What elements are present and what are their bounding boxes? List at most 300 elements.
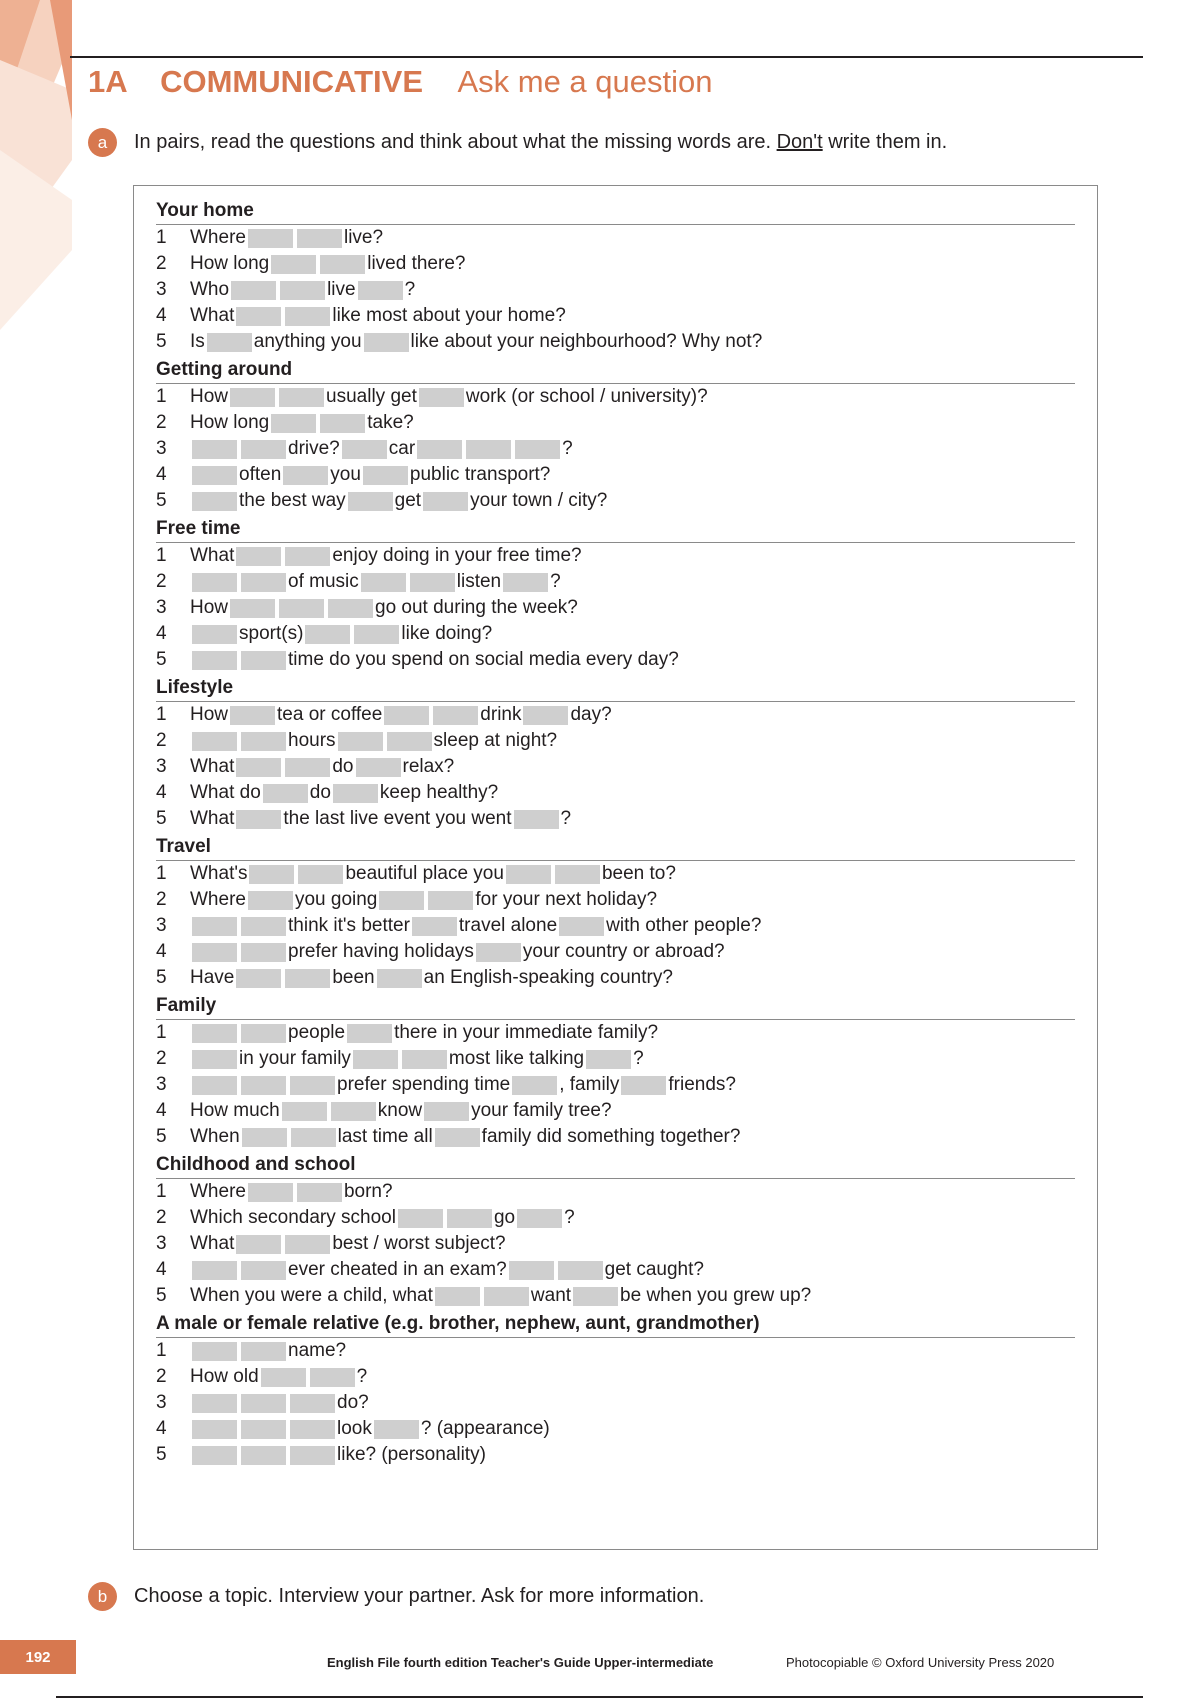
question-text: often xyxy=(239,464,282,485)
missing-word-blank xyxy=(298,865,343,884)
topic-title: Free time xyxy=(156,516,1075,543)
missing-word-blank xyxy=(285,758,330,777)
question-text: do? xyxy=(337,1392,369,1413)
question-number: 2 xyxy=(156,1366,167,1387)
question-text: be when you grew up? xyxy=(620,1285,812,1306)
question-text: usually get xyxy=(326,386,417,407)
missing-word-blank xyxy=(279,388,324,407)
question-row xyxy=(156,595,1075,621)
question-text: people xyxy=(288,1022,346,1043)
question-number: 2 xyxy=(156,889,167,910)
missing-word-blank xyxy=(447,1209,492,1228)
question-number: 2 xyxy=(156,412,167,433)
question-row xyxy=(156,887,1075,913)
missing-word-blank xyxy=(241,1076,286,1095)
question-number: 1 xyxy=(156,386,167,407)
question-number: 3 xyxy=(156,1233,167,1254)
missing-word-blank xyxy=(435,1287,480,1306)
missing-word-blank xyxy=(290,1446,335,1465)
question-number: 4 xyxy=(156,1100,167,1121)
question-text: work (or school / university)? xyxy=(465,386,708,407)
question-text: ? xyxy=(356,1366,368,1387)
topic-section xyxy=(156,834,1075,991)
missing-word-blank xyxy=(192,440,237,459)
topic-title: Your home xyxy=(156,198,1075,225)
missing-word-blank xyxy=(466,440,511,459)
question-number: 5 xyxy=(156,808,167,829)
question-text: ? xyxy=(633,1048,644,1069)
missing-word-blank xyxy=(364,333,409,352)
question-text: you xyxy=(330,464,361,485)
question-text: ? xyxy=(564,1207,575,1228)
question-number: 3 xyxy=(156,915,167,936)
question-text: How old xyxy=(190,1366,259,1387)
question-text: travel alone xyxy=(458,915,558,936)
question-text: do xyxy=(332,756,354,777)
missing-word-blank xyxy=(241,573,286,592)
missing-word-blank xyxy=(320,255,365,274)
section-title: COMMUNICATIVE xyxy=(160,64,424,99)
question-row xyxy=(156,806,1075,832)
missing-word-blank xyxy=(192,1261,237,1280)
missing-word-blank xyxy=(192,1342,237,1361)
topic-title: Getting around xyxy=(156,357,1075,384)
question-number: 4 xyxy=(156,305,167,326)
question-text: do xyxy=(309,782,331,803)
missing-word-blank xyxy=(310,1368,355,1387)
missing-word-blank xyxy=(523,706,568,725)
missing-word-blank xyxy=(192,1446,237,1465)
question-row xyxy=(156,1283,1075,1309)
missing-word-blank xyxy=(192,1420,237,1439)
question-text: with other people? xyxy=(606,915,762,936)
missing-word-blank xyxy=(328,599,373,618)
question-text: What xyxy=(190,545,235,566)
question-number: 2 xyxy=(156,730,167,751)
question-number: 4 xyxy=(156,464,167,485)
missing-word-blank xyxy=(241,651,286,670)
question-row xyxy=(156,1046,1075,1072)
question-row xyxy=(156,410,1075,436)
missing-word-blank xyxy=(241,943,286,962)
question-text: Is xyxy=(190,331,205,352)
question-text: relax? xyxy=(402,756,455,777)
question-text: name? xyxy=(288,1340,347,1361)
question-text: in your family xyxy=(239,1048,351,1069)
question-row xyxy=(156,754,1075,780)
topic-title: Childhood and school xyxy=(156,1152,1075,1179)
topic-section xyxy=(156,675,1075,832)
missing-word-blank xyxy=(384,706,429,725)
question-text: friends? xyxy=(668,1074,737,1095)
question-text: How xyxy=(190,386,229,407)
missing-word-blank xyxy=(356,758,401,777)
question-text: car xyxy=(388,438,416,459)
topic-section xyxy=(156,357,1075,514)
question-text: Have xyxy=(190,967,235,988)
question-text: ? xyxy=(560,808,572,829)
question-row xyxy=(156,780,1075,806)
bottom-rule xyxy=(56,1696,1143,1698)
question-text: an English-speaking country? xyxy=(423,967,673,988)
question-row xyxy=(156,569,1075,595)
missing-word-blank xyxy=(476,943,521,962)
question-text: prefer spending time xyxy=(337,1074,511,1095)
missing-word-blank xyxy=(192,492,237,511)
question-row xyxy=(156,1390,1075,1416)
question-row xyxy=(156,488,1075,514)
missing-word-blank xyxy=(354,625,399,644)
missing-word-blank xyxy=(230,388,275,407)
question-text: think it's better xyxy=(288,915,410,936)
question-row xyxy=(156,1072,1075,1098)
missing-word-blank xyxy=(559,917,604,936)
missing-word-blank xyxy=(424,1102,469,1121)
missing-word-blank xyxy=(338,732,383,751)
missing-word-blank xyxy=(423,492,468,511)
question-text: beautiful place you xyxy=(345,863,504,884)
missing-word-blank xyxy=(410,573,455,592)
question-text: there in your immediate family? xyxy=(394,1022,659,1043)
missing-word-blank xyxy=(285,307,330,326)
question-row xyxy=(156,225,1075,251)
question-text: ? xyxy=(550,571,561,592)
question-text: drive? xyxy=(288,438,340,459)
missing-word-blank xyxy=(517,1209,562,1228)
missing-word-blank xyxy=(433,706,478,725)
question-row xyxy=(156,1179,1075,1205)
instruction-a xyxy=(88,128,947,157)
missing-word-blank xyxy=(290,1420,335,1439)
question-text: like about your neighbourhood? Why not? xyxy=(410,331,763,352)
question-row xyxy=(156,1338,1075,1364)
question-row xyxy=(156,1098,1075,1124)
missing-word-blank xyxy=(320,414,365,433)
question-text: Where xyxy=(190,1181,246,1202)
missing-word-blank xyxy=(377,969,422,988)
question-text: your town / city? xyxy=(470,490,608,511)
step-b-badge: b xyxy=(88,1582,117,1611)
missing-word-blank xyxy=(271,255,316,274)
question-text: How long xyxy=(190,412,270,433)
footer-copyright: Photocopiable © Oxford University Press 2020 xyxy=(786,1655,1055,1670)
missing-word-blank xyxy=(241,1394,286,1413)
missing-word-blank xyxy=(192,943,237,962)
question-text: been to? xyxy=(601,863,676,884)
question-number: 5 xyxy=(156,331,167,352)
question-text: live xyxy=(327,279,356,300)
question-number: 4 xyxy=(156,782,167,803)
missing-word-blank xyxy=(192,573,237,592)
question-text: been xyxy=(332,967,375,988)
missing-word-blank xyxy=(192,1076,237,1095)
missing-word-blank xyxy=(241,1024,286,1043)
missing-word-blank xyxy=(241,1261,286,1280)
question-number: 3 xyxy=(156,1392,167,1413)
topic-title: Travel xyxy=(156,834,1075,861)
question-number: 5 xyxy=(156,1285,167,1306)
question-text: your country or abroad? xyxy=(522,941,725,962)
question-number: 2 xyxy=(156,1207,167,1228)
missing-word-blank xyxy=(290,1394,335,1413)
missing-word-blank xyxy=(412,917,457,936)
question-text: What's xyxy=(190,863,248,884)
question-text: like most about your home? xyxy=(332,305,566,326)
question-text: How much xyxy=(190,1100,280,1121)
question-number: 4 xyxy=(156,941,167,962)
question-text: hours xyxy=(288,730,336,751)
question-text: How long xyxy=(190,253,270,274)
question-text: for your next holiday? xyxy=(475,889,658,910)
question-row xyxy=(156,462,1075,488)
question-text: ? xyxy=(562,438,573,459)
topic-title: Lifestyle xyxy=(156,675,1075,702)
missing-word-blank xyxy=(348,492,393,511)
question-text: ? (appearance) xyxy=(420,1418,550,1439)
instruction-b-text: Choose a topic. Interview your partner. Ask for more information. xyxy=(134,1585,705,1607)
question-number: 1 xyxy=(156,545,167,566)
question-text: like? (personality) xyxy=(337,1444,486,1465)
question-number: 4 xyxy=(156,1418,167,1439)
question-text: ever cheated in an exam? xyxy=(288,1259,507,1280)
instruction-a-text: In pairs, read the questions and think about what the missing words are. Don't write them in. xyxy=(134,131,948,153)
question-text: last time all xyxy=(337,1126,433,1147)
missing-word-blank xyxy=(290,1076,335,1095)
missing-word-blank xyxy=(241,917,286,936)
missing-word-blank xyxy=(435,1128,480,1147)
question-text: prefer having holidays xyxy=(288,941,474,962)
missing-word-blank xyxy=(283,466,328,485)
question-text: Who xyxy=(190,279,230,300)
question-number: 4 xyxy=(156,623,167,644)
question-text: want xyxy=(530,1285,572,1306)
missing-word-blank xyxy=(241,1420,286,1439)
missing-word-blank xyxy=(621,1076,666,1095)
missing-word-blank xyxy=(192,651,237,670)
missing-word-blank xyxy=(506,865,551,884)
missing-word-blank xyxy=(241,440,286,459)
question-row xyxy=(156,277,1075,303)
question-row xyxy=(156,965,1075,991)
question-row xyxy=(156,1124,1075,1150)
question-text: the last live event you went xyxy=(283,808,512,829)
missing-word-blank xyxy=(297,229,342,248)
question-text: What xyxy=(190,305,235,326)
question-number: 1 xyxy=(156,1340,167,1361)
question-number: 2 xyxy=(156,253,167,274)
question-number: 5 xyxy=(156,967,167,988)
question-row xyxy=(156,647,1075,673)
missing-word-blank xyxy=(509,1261,554,1280)
question-row xyxy=(156,384,1075,410)
topic-title: Family xyxy=(156,993,1075,1020)
missing-word-blank xyxy=(236,307,281,326)
missing-word-blank xyxy=(192,1050,237,1069)
question-text: When you were a child, what xyxy=(190,1285,433,1306)
missing-word-blank xyxy=(230,599,275,618)
missing-word-blank xyxy=(192,466,237,485)
question-text: look xyxy=(337,1418,372,1439)
question-text: go out during the week? xyxy=(375,597,578,618)
question-text: enjoy doing in your free time? xyxy=(332,545,582,566)
missing-word-blank xyxy=(241,732,286,751)
missing-word-blank xyxy=(484,1287,529,1306)
missing-word-blank xyxy=(192,732,237,751)
question-text: of music xyxy=(288,571,359,592)
question-number: 2 xyxy=(156,1048,167,1069)
missing-word-blank xyxy=(503,573,548,592)
missing-word-blank xyxy=(514,810,559,829)
question-text: Where xyxy=(190,889,246,910)
question-row xyxy=(156,621,1075,647)
missing-word-blank xyxy=(285,1235,330,1254)
question-text: the best way xyxy=(239,490,346,511)
missing-word-blank xyxy=(230,706,275,725)
missing-word-blank xyxy=(242,1128,287,1147)
footer-book-title: English File fourth edition Teacher's Guide Upper-intermediate xyxy=(327,1655,714,1670)
question-text: you going xyxy=(294,889,378,910)
question-row xyxy=(156,1205,1075,1231)
missing-word-blank xyxy=(512,1076,557,1095)
question-text: go xyxy=(493,1207,516,1228)
question-row xyxy=(156,1257,1075,1283)
missing-word-blank xyxy=(241,1446,286,1465)
missing-word-blank xyxy=(192,1394,237,1413)
question-text: know xyxy=(377,1100,423,1121)
missing-word-blank xyxy=(261,1368,306,1387)
missing-word-blank xyxy=(207,333,252,352)
question-number: 5 xyxy=(156,1444,167,1465)
question-number: 3 xyxy=(156,438,167,459)
question-text: born? xyxy=(343,1181,393,1202)
topic-section xyxy=(156,1311,1075,1468)
question-row xyxy=(156,728,1075,754)
missing-word-blank xyxy=(263,784,308,803)
question-text: Which secondary school xyxy=(190,1207,396,1228)
missing-word-blank xyxy=(428,891,473,910)
question-number: 3 xyxy=(156,279,167,300)
topic-section xyxy=(156,516,1075,673)
question-text: drink xyxy=(480,704,522,725)
decorative-rays xyxy=(0,0,72,340)
page-header xyxy=(88,64,713,100)
question-text: How xyxy=(190,704,229,725)
missing-word-blank xyxy=(236,969,281,988)
missing-word-blank xyxy=(297,1183,342,1202)
missing-word-blank xyxy=(271,414,316,433)
missing-word-blank xyxy=(236,758,281,777)
question-text: What xyxy=(190,1233,235,1254)
unit-number: 1A xyxy=(88,64,128,99)
question-text: When xyxy=(190,1126,240,1147)
missing-word-blank xyxy=(248,1183,293,1202)
question-text: What do xyxy=(190,782,261,803)
question-number: 1 xyxy=(156,863,167,884)
missing-word-blank xyxy=(402,1050,447,1069)
question-number: 4 xyxy=(156,1259,167,1280)
question-row xyxy=(156,303,1075,329)
question-number: 5 xyxy=(156,490,167,511)
missing-word-blank xyxy=(248,891,293,910)
missing-word-blank xyxy=(249,865,294,884)
missing-word-blank xyxy=(280,281,325,300)
question-row xyxy=(156,251,1075,277)
missing-word-blank xyxy=(236,1235,281,1254)
question-row xyxy=(156,1231,1075,1257)
question-text: get caught? xyxy=(604,1259,704,1280)
topic-section xyxy=(156,1152,1075,1309)
question-row xyxy=(156,913,1075,939)
missing-word-blank xyxy=(555,865,600,884)
question-text: time do you spend on social media every day? xyxy=(288,649,679,670)
missing-word-blank xyxy=(241,1342,286,1361)
question-text: family did something together? xyxy=(481,1126,741,1147)
missing-word-blank xyxy=(305,625,350,644)
question-number: 3 xyxy=(156,1074,167,1095)
missing-word-blank xyxy=(387,732,432,751)
question-text: day? xyxy=(570,704,612,725)
missing-word-blank xyxy=(236,547,281,566)
missing-word-blank xyxy=(347,1024,392,1043)
question-number: 2 xyxy=(156,571,167,592)
missing-word-blank xyxy=(573,1287,618,1306)
missing-word-blank xyxy=(192,1024,237,1043)
question-row xyxy=(156,329,1075,355)
question-text: most like talking xyxy=(448,1048,585,1069)
topic-section xyxy=(156,993,1075,1150)
question-number: 1 xyxy=(156,1181,167,1202)
question-text: public transport? xyxy=(409,464,551,485)
missing-word-blank xyxy=(419,388,464,407)
underlined-word: Don't xyxy=(776,131,823,153)
missing-word-blank xyxy=(291,1128,336,1147)
question-number: 3 xyxy=(156,756,167,777)
question-text: listen xyxy=(456,571,502,592)
question-text: your family tree? xyxy=(471,1100,612,1121)
question-text: sleep at night? xyxy=(433,730,558,751)
question-row xyxy=(156,702,1075,728)
question-text: take? xyxy=(367,412,414,433)
question-text: best / worst subject? xyxy=(332,1233,506,1254)
question-number: 1 xyxy=(156,704,167,725)
question-text: Where xyxy=(190,227,246,248)
question-row xyxy=(156,1416,1075,1442)
questions-panel xyxy=(133,185,1098,1550)
step-a-badge: a xyxy=(88,128,117,157)
missing-word-blank xyxy=(231,281,276,300)
question-text: live? xyxy=(343,227,384,248)
topic-title: A male or female relative (e.g. brother, nephew, aunt, grandmother) xyxy=(156,1311,1075,1338)
missing-word-blank xyxy=(361,573,406,592)
missing-word-blank xyxy=(192,917,237,936)
missing-word-blank xyxy=(192,625,237,644)
missing-word-blank xyxy=(279,599,324,618)
missing-word-blank xyxy=(558,1261,603,1280)
question-number: 3 xyxy=(156,597,167,618)
question-number: 1 xyxy=(156,227,167,248)
instruction-b xyxy=(88,1582,704,1611)
missing-word-blank xyxy=(417,440,462,459)
question-row xyxy=(156,861,1075,887)
question-row xyxy=(156,1442,1075,1468)
question-text: What xyxy=(190,756,235,777)
missing-word-blank xyxy=(358,281,403,300)
question-text: ? xyxy=(404,279,416,300)
question-row xyxy=(156,436,1075,462)
missing-word-blank xyxy=(353,1050,398,1069)
missing-word-blank xyxy=(515,440,560,459)
question-text: How xyxy=(190,597,229,618)
